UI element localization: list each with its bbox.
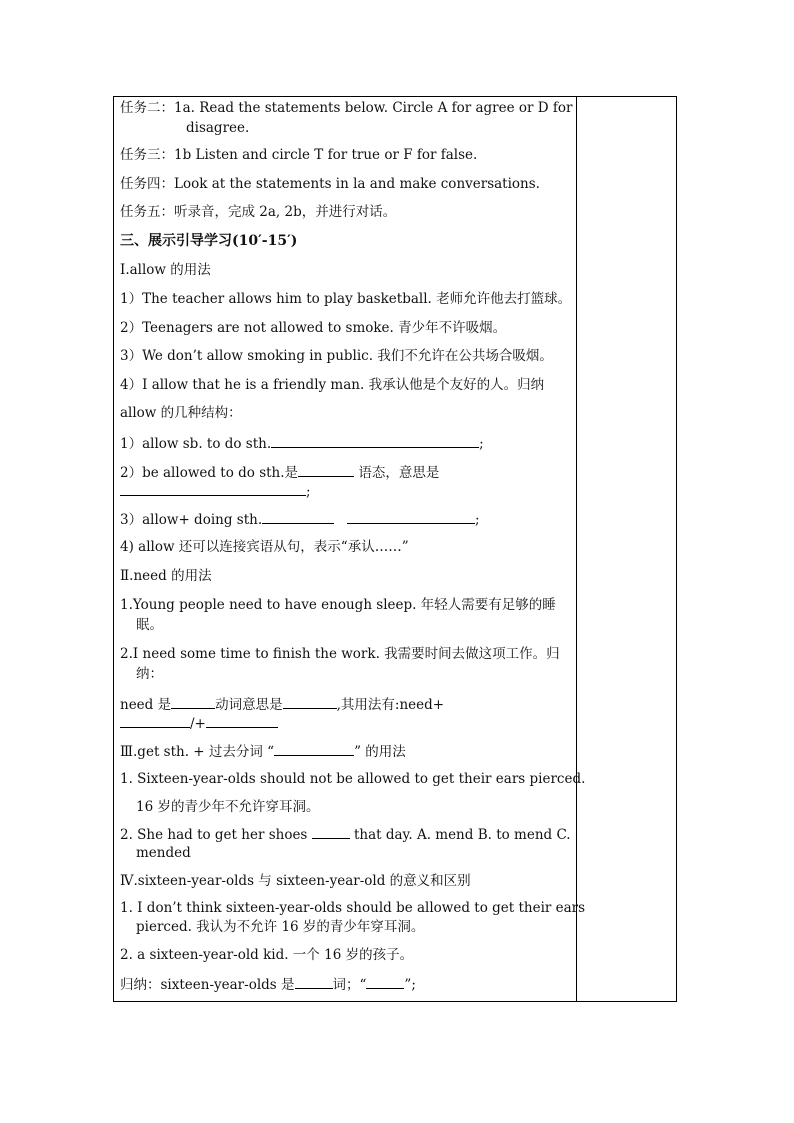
punct: ; (306, 484, 311, 500)
allow-example-4: 4）I allow that he is a friendly man. 我承认他是个友好的人。归纳 (120, 377, 545, 393)
blank[interactable] (206, 713, 278, 728)
section-title: 三、展示引导学习(10′-15′) (120, 233, 298, 249)
sixteen-example-2: 2. a sixteen-year-old kid. 一个 16 岁的孩子。 (120, 947, 414, 963)
need-example-1-cont: 眠。 (136, 617, 163, 633)
summary-text: need 是 (120, 697, 172, 713)
structure-1-text: 1）allow sb. to do sth. (120, 436, 272, 452)
task-2-cont: disagree. (186, 120, 250, 136)
punct: ; (479, 436, 484, 452)
structure-3-text: 3）allow+ doing sth. (120, 512, 263, 528)
blank[interactable] (295, 974, 333, 989)
blank[interactable] (120, 713, 190, 728)
allow-structure-3 (120, 509, 480, 529)
column-divider (576, 97, 577, 1001)
structure-2-mid: 语态，意思是 (354, 465, 440, 481)
need-summary (120, 694, 444, 714)
task-3: 任务三：1b Listen and circle T for true or F for false. (120, 147, 478, 163)
summary-text: /+ (190, 716, 206, 732)
summary-text: 词；“ (332, 977, 367, 993)
structure-2-text: 2）be allowed to do sth.是 (120, 465, 299, 481)
allow-structure-2 (120, 462, 439, 482)
allow-example-2: 2）Teenagers are not allowed to smoke. 青少年不许吸烟。 (120, 320, 507, 336)
need-example-2: 2.I need some time to finish the work. 我需要时间去做这项工作。归 (120, 646, 560, 662)
sixteen-summary (120, 974, 416, 994)
blank[interactable] (298, 462, 354, 477)
summary-text: 归纳：sixteen-year-olds 是 (120, 977, 295, 993)
sixteen-heading: Ⅳ.sixteen-year-olds 与 sixteen-year-old 的意义和区别 (120, 873, 471, 889)
allow-structure-1 (120, 433, 484, 453)
allow-structure-4: 4) allow 还可以连接宾语从句，表示“承认……” (120, 539, 409, 555)
allow-summary-label: allow 的几种结构： (120, 405, 242, 421)
summary-text: ,其用法有:need+ (336, 697, 445, 713)
need-example-1: 1.Young people need to have enough sleep. 年轻人需要有足够的睡 (120, 597, 556, 613)
blank[interactable] (312, 824, 350, 839)
get-example-1-cont: 16 岁的青少年不允许穿耳洞。 (136, 799, 320, 815)
blank[interactable] (283, 694, 337, 709)
summary-text: ”; (404, 977, 416, 993)
blank[interactable] (271, 433, 479, 448)
lesson-table (113, 96, 677, 1002)
blank[interactable] (366, 974, 404, 989)
blank[interactable] (120, 481, 306, 496)
get-example-2 (120, 824, 571, 844)
summary-text: 动词意思是 (215, 697, 283, 713)
allow-example-3: 3）We don’t allow smoking in public. 我们不允许在公共场合吸烟。 (120, 348, 553, 364)
blank[interactable] (274, 741, 354, 756)
task-5: 任务五：听录音，完成 2a, 2b，并进行对话。 (120, 204, 397, 220)
task-4: 任务四：Look at the statements in la and make conversations. (120, 176, 540, 192)
get-heading (120, 741, 406, 761)
punct: ; (475, 512, 480, 528)
get-heading-text: Ⅲ.get sth. + 过去分词 “ (120, 744, 275, 760)
get-example-2-cont: mended (136, 845, 191, 861)
sixteen-example-1: 1. I don’t think sixteen-year-olds should be allowed to get their ears (120, 900, 586, 916)
allow-structure-2-cont (120, 481, 311, 501)
get-heading-text: ” 的用法 (354, 744, 406, 760)
allow-example-1: 1）The teacher allows him to play basketball. 老师允许他去打篮球。 (120, 291, 572, 307)
blank[interactable] (347, 509, 475, 524)
task-2: 任务二：1a. Read the statements below. Circle A for agree or D for (120, 100, 573, 116)
blank[interactable] (262, 509, 334, 524)
need-summary-cont (120, 713, 278, 733)
question-options: that day. A. mend B. to mend C. (349, 827, 571, 843)
allow-heading: Ⅰ.allow 的用法 (120, 262, 211, 278)
question-text: 2. She had to get her shoes (120, 827, 308, 843)
get-example-1: 1. Sixteen-year-olds should not be allowed to get their ears pierced. (120, 771, 586, 787)
sixteen-example-1-cont: pierced. 我认为不允许 16 岁的青少年穿耳洞。 (136, 919, 425, 935)
blank[interactable] (171, 694, 215, 709)
need-example-2-cont: 纳： (136, 666, 163, 682)
need-heading: Ⅱ.need 的用法 (120, 568, 212, 584)
